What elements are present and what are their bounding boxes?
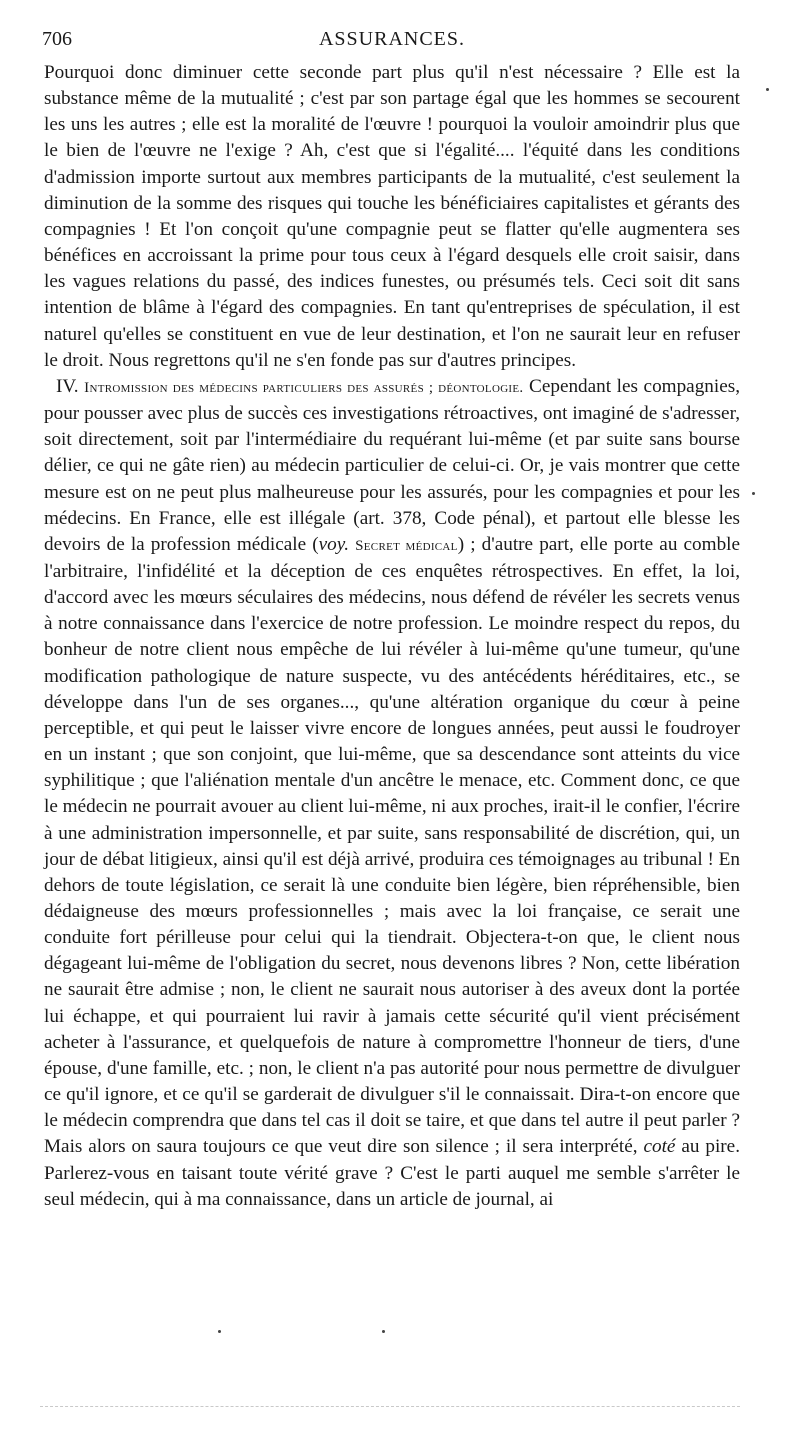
paragraph-intromission (44, 374, 740, 1213)
paragraph-mutualite (44, 60, 740, 374)
paragraph-text: Pourquoi donc diminuer cette seconde part plus qu'il n'est nécessaire ? Elle est la substance même de la mutualité ; c'est par son partage égal que les hommes se secourent les uns les autres ; elle est la moralité de l'œuvre ! pourquoi la vouloir amoindrir plus que le bien de l'œuvre ne l'exige ? Ah, c'est que si l'égalité.... l'équité dans les conditions d'admission importe surtout aux membres participants de la mutualité, c'est seulement la diminution de la somme des risques qui touche les bénéficiaires capitalistes et gérants des compagnies ! Et l'on conçoit qu'une compagnie peut se flatter qu'elle augmentera ses bénéfices en accroissant la prime pour tous ceux à l'égard desquels elle croit saisir, dans les vagues relations du passé, des indices funestes, ou présumés tels. Ceci soit dit sans intention de blâme à l'égard des compagnies. En tant qu'entreprises de spéculation, il est naturel qu'elles se constituent en vue de leur destination, et l'on ne saurait leur en refuser le droit. Nous regrettons qu'il ne s'en fonde pas sur d'autres principes. (44, 62, 740, 371)
print-speck (752, 492, 755, 495)
running-title: ASSURANCES. (318, 28, 466, 50)
body-text (44, 60, 740, 1213)
page-number: 706 (42, 28, 72, 50)
italic-reference: voy. (318, 533, 350, 555)
scan-artifact-line (40, 1406, 740, 1407)
cross-reference: Secret médical (355, 537, 458, 554)
section-heading: Intromission des médecins particuliers des assurés ; déontologie. (84, 379, 524, 396)
paragraph-text: ) ; d'autre part, elle porte au comble l'arbitraire, l'infidélité et la déception de ces enquêtes rétrospectives. En effet, la loi, d'accord avec les mœurs séculaires des médecins, nous défend de révéler les secrets venus à notre connaissance dans l'exercice de notre profession. Le moindre respect du repos, du bonheur de notre client nous empêche de lui révéler à lui-même qu'une tumeur, qu'une modification pathologique de nature suspecte, vu des antécédents héréditaires, etc., se développe dans l'un de ses organes..., qu'une altération organique du cœur à peine perceptible, et qui peut le laisser vivre encore de longues années, peut aussi le foudroyer en un instant ; que son conjoint, que lui-même, que sa descendance sont atteints du vice syphilitique ; que l'aliénation mentale d'un ancêtre le menace, etc. Comment donc, ce que le médecin ne pourrait avouer au client lui-même, ni aux proches, irait-il le confier, l'écrire à une administration impersonnelle, et par suite, sans responsabilité de discrétion, qui, un jour de débat litigieux, ainsi qu'il est déjà arrivé, produira ces témoignages au tribunal ! En dehors de toute législation, ce serait là une conduite bien légère, bien répréhensible, bien dédaigneuse des mœurs professionnelles ; mais avec la loi française, ce serait une conduite fort périlleuse pour celui qui la tiendrait. Objectera-t-on que, le client nous dégageant lui-même de l'obligation du secret, nous devenons libres ? Non, cette libération ne saurait être admise ; non, le client ne saurait nous autoriser à des aveux dont la portée lui échappe, et qui pourraient lui ravir à jamais cette sécurité qu'il vient précisément acheter à l'assurance, et quelquefois de nature à compromettre l'honneur de tiers, d'une épouse, d'une famille, etc. ; non, le client n'a pas autorité pour nous permettre de divulguer ce qu'il ignore, et ce qu'il se garderait de divulguer s'il le connaissait. Dira-t-on encore que le médecin comprendra que dans tel cas il doit se taire, et que dans tel autre il peut parler ? Mais alors on saura toujours ce que veut dire son silence ; il sera interprété, (44, 533, 741, 1158)
print-speck (382, 1330, 385, 1333)
print-speck (766, 88, 769, 91)
paragraph-text: Cependant les compagnies, pour pousser avec plus de succès ces investigations rétroactives, ont imaginé de s'adresser, soit directement, soit par l'intermédiaire du requérant lui-même (et par suite sans bourse délier, ce qui ne gâte rien) au médecin particulier de celui-ci. Or, je vais montrer que cette mesure est on ne peut plus malheureuse pour les assurés, pour les compagnies et pour les médecins. En France, elle est illégale (art. 378, Code pénal), et partout elle blesse les devoirs de la profession médicale ( (44, 375, 741, 555)
section-number: IV. (56, 375, 85, 397)
italic-word: coté (643, 1136, 676, 1158)
paragraph-text: au pire. Parlerez-vous en taisant toute vérité grave ? C'est le parti auquel me semble s'arrêter le seul médecin, qui à ma connaissance, dans un article de journal, ai (44, 1136, 740, 1210)
page-header (42, 28, 742, 54)
print-speck (218, 1330, 221, 1333)
